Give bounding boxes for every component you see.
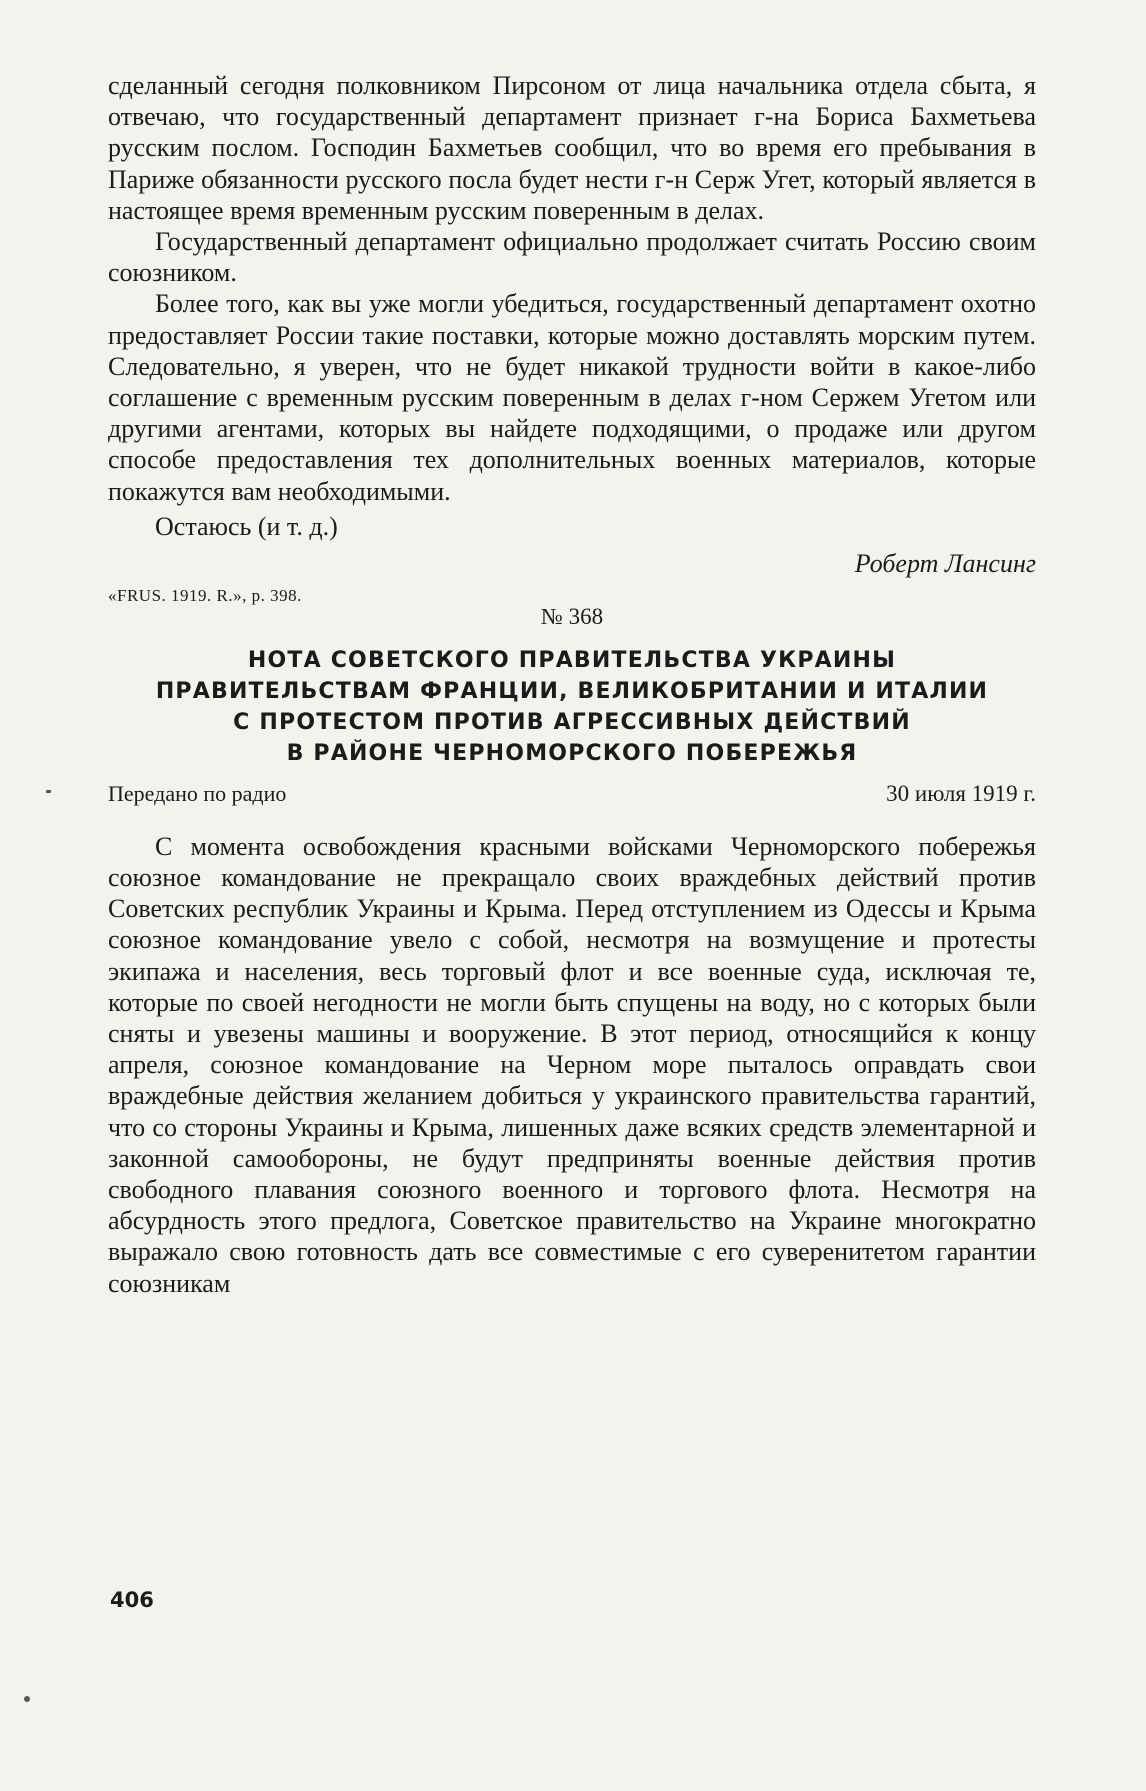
- title-line-2: ПРАВИТЕЛЬСТВАМ ФРАНЦИИ, ВЕЛИКОБРИТАНИИ И ИТАЛИИ: [155, 678, 989, 704]
- document-title: [108, 645, 1036, 769]
- document-number: № 368: [540, 603, 604, 629]
- document-body: С момента освобождения красными войсками Черноморского побережья союзное командование не прекращало своих враждебных действий против Советских республик Украины и Крыма. Перед отступлением из Одессы и Крыма союзное командование увело с собой, несмотря на возмущение и протесты экипажа и населения, весь торговый флот и все военные суда, исключая те, которые по своей негодности не могли быть спущены на воду, но с которых были сняты и увезены машины и вооружение. В этот период, относящийся к концу апреля, союзное командование на Черном море пыталось оправдать свои враждебные действия желанием добиться у украинского правительства гарантий, что со стороны Украины и Крыма, лишенных даже всяких средств элементарной и законной самообороны, не будут предприняты военные действия против свободного плавания союзного военного и торгового флота. Несмотря на абсурдность этого предлога, Советское правительство на Украине многократно выражало свою готовность дать все совместимые с его суверенитетом гарантии союзникам: [108, 831, 1036, 1298]
- title-line-1: НОТА СОВЕТСКОГО ПРАВИТЕЛЬСТВА УКРАИНЫ: [247, 647, 897, 673]
- document-date: 30 июля 1919 г.: [886, 780, 1036, 806]
- title-line-4: В РАЙОНЕ ЧЕРНОМОРСКОГО ПОБЕРЕЖЬЯ: [286, 740, 858, 766]
- letter-paragraph-2: Государственный департамент официально продолжает считать Россию своим союзником.: [108, 227, 1036, 288]
- document-meta: [108, 779, 1036, 809]
- print-speck: [24, 1696, 30, 1702]
- print-speck: [46, 790, 51, 793]
- page-content: [108, 70, 1036, 1299]
- letter-paragraph-3: Более того, как вы уже могли убедиться, государственный департамент охотно предоставляет России такие поставки, которые можно доставлять морским путем. Следовательно, я уверен, что не будет никакой трудности войти в какое-либо соглашение с временным русским поверенным в делах г-ном Сержем Угетом или другими агентами, которых вы найдете подходящими, о продаже или другом способе предоставления тех дополнительных военных материалов, которые покажутся вам необходимыми.: [108, 289, 1036, 506]
- letter-paragraph-1: сделанный сегодня полковником Пирсоном от лица начальника отдела сбыта, я отвечаю, что государственный департамент признает г-на Бориса Бахметьева русским послом. Господин Бахметьев сообщил, что во время его пребывания в Париже обязанности русского посла будет нести г-н Серж Угет, который является в настоящее время временным русским поверенным в делах.: [108, 71, 1036, 225]
- page-number: 406: [110, 1588, 154, 1612]
- title-line-3: С ПРОТЕСТОМ ПРОТИВ АГРЕССИВНЫХ ДЕЙСТВИЙ: [233, 709, 911, 735]
- letter-closing: Остаюсь (и т. д.): [155, 511, 338, 541]
- source-citation: «FRUS. 1919. R.», p. 398.: [108, 585, 302, 605]
- letter-signature: Роберт Лансинг: [854, 548, 1036, 578]
- transmission-note: Передано по радио: [108, 780, 287, 806]
